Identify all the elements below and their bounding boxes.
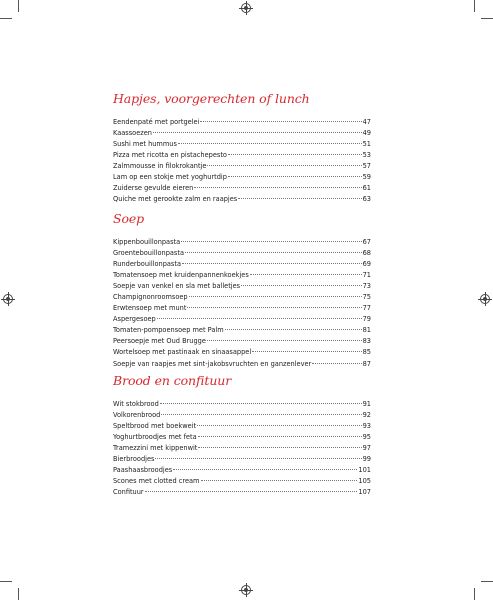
toc-entry (113, 150, 371, 161)
dot-leader (200, 120, 361, 122)
toc-entry-title: Soepje van raapjes met sint-jakobsvruchten en ganzenlever (113, 359, 312, 368)
toc-entry-page-number: 85 (362, 348, 371, 357)
crop-mark-bottom-left-v (18, 588, 19, 600)
toc-entry-title: Sushi met hummus (113, 140, 177, 149)
toc-entry (113, 465, 371, 476)
toc-entry-title: Confituur (113, 488, 144, 497)
toc-entry-page-number: 73 (362, 282, 371, 291)
dot-leader (241, 284, 361, 286)
section-heading: Hapjes, voorgerechten of lunch (113, 91, 310, 106)
toc-entry-page-number: 71 (362, 271, 371, 280)
toc-entry-title: Runderbouillonpasta (113, 260, 181, 269)
toc-entry (113, 117, 371, 128)
toc-entry-page-number: 95 (362, 433, 371, 442)
dot-leader (153, 131, 362, 133)
dot-leader (312, 362, 361, 364)
toc-entry-title: Paashaasbroodjes (113, 466, 173, 475)
dot-leader (178, 142, 362, 144)
dot-leader (157, 317, 362, 319)
dot-leader (173, 468, 357, 470)
toc-entry-page-number: 47 (362, 118, 371, 126)
toc-entry-page-number: 68 (362, 249, 371, 258)
dot-leader (187, 306, 361, 308)
toc-entry (113, 248, 371, 259)
dot-leader (201, 479, 358, 481)
registration-mark-right (480, 294, 490, 304)
toc-entry-title: Eendenpaté met portgelei (113, 118, 200, 126)
toc-entry (113, 476, 371, 487)
toc-entry (113, 128, 371, 139)
dot-leader (238, 197, 361, 199)
toc-entry-page-number: 67 (362, 238, 371, 246)
toc-entry (113, 347, 371, 358)
toc-entry-page-number: 75 (362, 293, 371, 302)
toc-entry-page-number: 61 (362, 184, 371, 193)
crop-mark-top-left-h (0, 18, 12, 19)
toc-entry (113, 292, 371, 303)
toc-entry (113, 270, 371, 281)
toc-entry-page-number: 57 (362, 162, 371, 171)
toc-entry-page-number: 81 (362, 326, 371, 335)
toc-entry-page-number: 69 (362, 260, 371, 269)
toc-entry-page-number: 93 (362, 422, 371, 431)
toc-entry-page-number: 92 (362, 411, 371, 420)
dot-leader (228, 153, 362, 155)
toc-entry-page-number: 101 (358, 466, 371, 475)
toc-entry (113, 487, 371, 498)
toc-entry (113, 172, 371, 183)
dot-leader (250, 273, 362, 275)
toc-entry-title: Zuiderse gevulde eieren (113, 184, 194, 193)
crop-mark-bottom-right-h (481, 581, 493, 582)
toc-entry-page-number: 87 (362, 359, 371, 368)
toc-entry-title: Wortelsoep met pastinaak en sinaasappel (113, 348, 252, 357)
toc-entry-page-number: 91 (362, 400, 371, 408)
dot-leader (160, 402, 362, 404)
dot-leader (198, 435, 362, 437)
toc-entry-title: Champignonroomsoep (113, 293, 188, 302)
dot-leader (252, 350, 361, 352)
toc-section-soep (113, 211, 371, 370)
crop-mark-top-right-h (481, 18, 493, 19)
toc-entry (113, 237, 371, 248)
toc-entry (113, 410, 371, 421)
toc-entry-page-number: 83 (362, 337, 371, 346)
dot-leader (181, 240, 361, 242)
toc-entry-title: Volkorenbrood (113, 411, 161, 420)
crop-mark-top-right-v (474, 0, 475, 12)
toc-entry-title: Yoghurtbroodjes met feta (113, 433, 197, 442)
toc-entry (113, 443, 371, 454)
section-heading: Brood en confituur (113, 373, 232, 388)
toc-entry (113, 399, 371, 410)
toc-entry-page-number: 107 (358, 488, 371, 497)
toc-entry (113, 194, 371, 205)
toc-entry-page-number: 63 (362, 195, 371, 204)
toc-section-brood (113, 373, 371, 498)
toc-entry-page-number: 51 (362, 140, 371, 149)
dot-leader (145, 490, 358, 492)
crop-mark-top-left-v (18, 0, 19, 12)
toc-entry-title: Tomatensoep met kruidenpannenkoekjes (113, 271, 249, 280)
toc-entry-title: Tomaten-pompoensoep met Palm (113, 326, 224, 335)
toc-entry-title: Peersoepje met Oud Brugge (113, 337, 206, 346)
toc-entry-title: Wit stokbrood (113, 400, 159, 408)
toc-entry-page-number: 97 (362, 444, 371, 453)
toc-entry (113, 259, 371, 270)
toc-entry-title: Lam op een stokje met yoghurtdip (113, 173, 227, 182)
toc-entry (113, 336, 371, 347)
dot-leader (207, 339, 362, 341)
toc-entry-title: Tramezzini met kippenwit (113, 444, 198, 453)
toc-entry (113, 303, 371, 314)
toc-entry-page-number: 105 (358, 477, 371, 486)
dot-leader (228, 175, 362, 177)
toc-entry (113, 183, 371, 194)
dot-leader (197, 424, 362, 426)
toc-entry (113, 314, 371, 325)
crop-mark-bottom-left-h (0, 581, 12, 582)
dot-leader (185, 251, 362, 253)
dot-leader (207, 164, 361, 166)
dot-leader (194, 186, 361, 188)
toc-entry-title: Zalmmousse in filokrokantje (113, 162, 207, 171)
crop-mark-bottom-right-v (474, 588, 475, 600)
toc-entry (113, 421, 371, 432)
toc-entry-title: Erwtensoep met munt (113, 304, 187, 313)
toc-entry-title: Quiche met gerookte zalm en raapjes (113, 195, 238, 204)
toc-entry-page-number: 53 (362, 151, 371, 160)
dot-leader (155, 457, 361, 459)
registration-mark-bottom (241, 585, 251, 595)
toc-entry (113, 161, 371, 172)
dot-leader (161, 413, 361, 415)
section-heading: Soep (113, 211, 145, 226)
registration-mark-left (3, 294, 13, 304)
toc-entry-title: Pizza met ricotta en pistachepesto (113, 151, 227, 160)
toc-entry-page-number: 79 (362, 315, 371, 324)
toc-entry-page-number: 99 (362, 455, 371, 464)
toc-entry (113, 359, 371, 370)
toc-entry (113, 432, 371, 443)
toc-entry (113, 281, 371, 292)
dot-leader (182, 262, 362, 264)
dot-leader (189, 295, 362, 297)
dot-leader (225, 328, 362, 330)
toc-entry-page-number: 59 (362, 173, 371, 182)
toc-entry-page-number: 49 (362, 129, 371, 138)
toc-entry (113, 325, 371, 336)
toc-entry-page-number: 77 (362, 304, 371, 313)
dot-leader (198, 446, 361, 448)
toc-entry-title: Kaassoezen (113, 129, 152, 138)
toc-entry-title: Groentebouillonpasta (113, 249, 184, 258)
toc-entry-title: Bierbroodjes (113, 455, 155, 464)
toc-entry-title: Aspergesoep (113, 315, 156, 324)
toc-entry-title: Soepje van venkel en sla met balletjes (113, 282, 241, 291)
toc-entry-title: Speltbrood met boekweit (113, 422, 197, 431)
registration-mark-top (241, 3, 251, 13)
toc-entry (113, 139, 371, 150)
toc-entry-title: Kippenbouillonpasta (113, 238, 181, 246)
toc-entry (113, 454, 371, 465)
toc-section-hapjes (113, 91, 371, 205)
toc-entry-title: Scones met clotted cream (113, 477, 200, 486)
